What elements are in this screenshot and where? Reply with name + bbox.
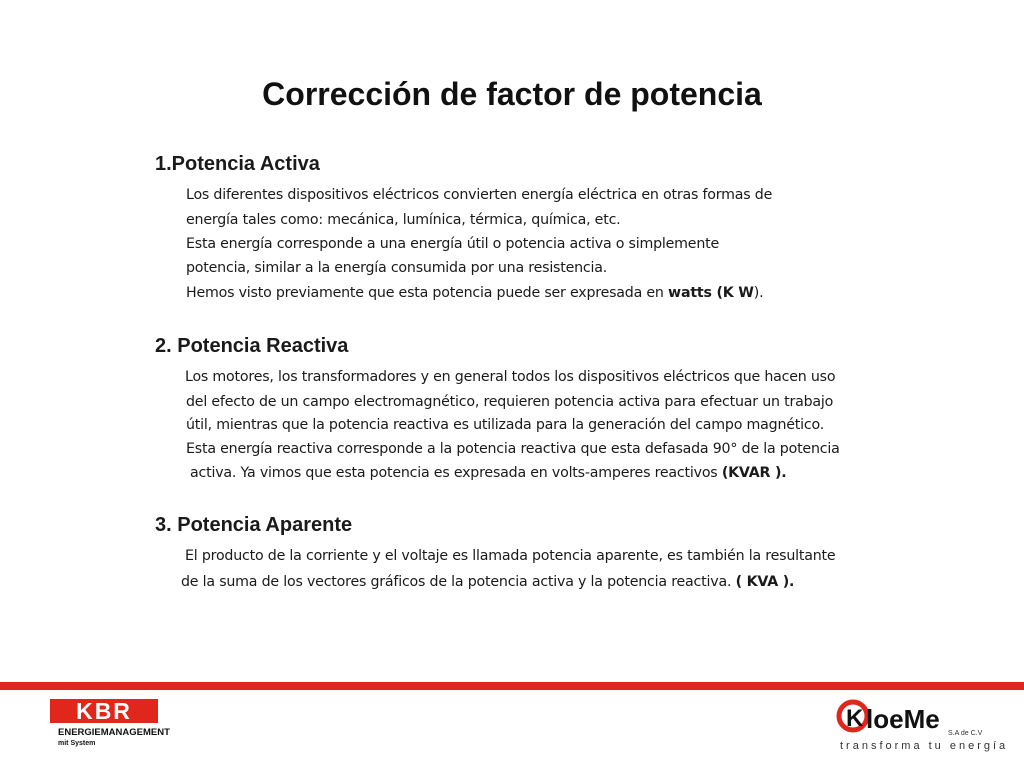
paragraph-line: Los diferentes dispositivos eléctricos convierten energía eléctrica en otras formas de [186,187,773,203]
paragraph-line-last [181,574,794,590]
kbr-subtitle: ENERGIEMANAGEMENT [58,727,170,738]
paragraph-line: del efecto de un campo electromagnético, requieren potencia activa para efectuar un trabajo [186,394,834,410]
paragraph-line: El producto de la corriente y el voltaje es llamada potencia aparente, es también la resultante [185,548,836,564]
paragraph-line: Los motores, los transformadores y en general todos los dispositivos eléctricos que hacen uso [185,369,836,385]
unit-watts: watts (K W [668,285,754,301]
paragraph-text-end: ). [753,285,764,301]
svg-text:KBR: KBR [76,698,132,724]
kbr-subtitle-small: mit System [58,740,96,747]
kloeme-tagline: transforma tu energía [840,740,1009,752]
paragraph-line: Esta energía corresponde a una energía útil o potencia activa o simplemente [186,236,720,252]
unit-kva: ( KVA ). [735,574,795,590]
section-heading-potencia-aparente: 3. Potencia Aparente [155,514,353,536]
slide-title: Corrección de factor de potencia [262,76,762,112]
svg-text:K: K [846,705,864,732]
footer-red-rule [0,682,1024,690]
paragraph-text: de la suma de los vectores gráficos de la potencia activa y la potencia reactiva. [181,574,732,590]
paragraph-line: útil, mientras que la potencia reactiva es utilizada para la generación del campo magnético. [186,417,825,433]
paragraph-line: Esta energía reactiva corresponde a la potencia reactiva que esta defasada 90° de la potencia [186,441,840,457]
section-heading-potencia-activa: 1.Potencia Activa [155,153,320,175]
kloeme-suffix: S.A de C.V [948,730,983,737]
svg-text:loeMe: loeMe [866,704,940,734]
paragraph-text: Hemos visto previamente que esta potencia puede ser expresada en [186,285,664,301]
paragraph-line: energía tales como: mecánica, lumínica, térmica, química, etc. [186,212,621,228]
paragraph-line-last [186,285,763,301]
paragraph-text: activa. Ya vimos que esta potencia es expresada en volts-amperes reactivos [190,465,718,481]
paragraph-line: potencia, similar a la energía consumida por una resistencia. [186,260,608,276]
unit-kvar: (KVAR ). [721,465,787,481]
paragraph-line-last [190,465,786,481]
section-heading-potencia-reactiva: 2. Potencia Reactiva [155,335,349,357]
